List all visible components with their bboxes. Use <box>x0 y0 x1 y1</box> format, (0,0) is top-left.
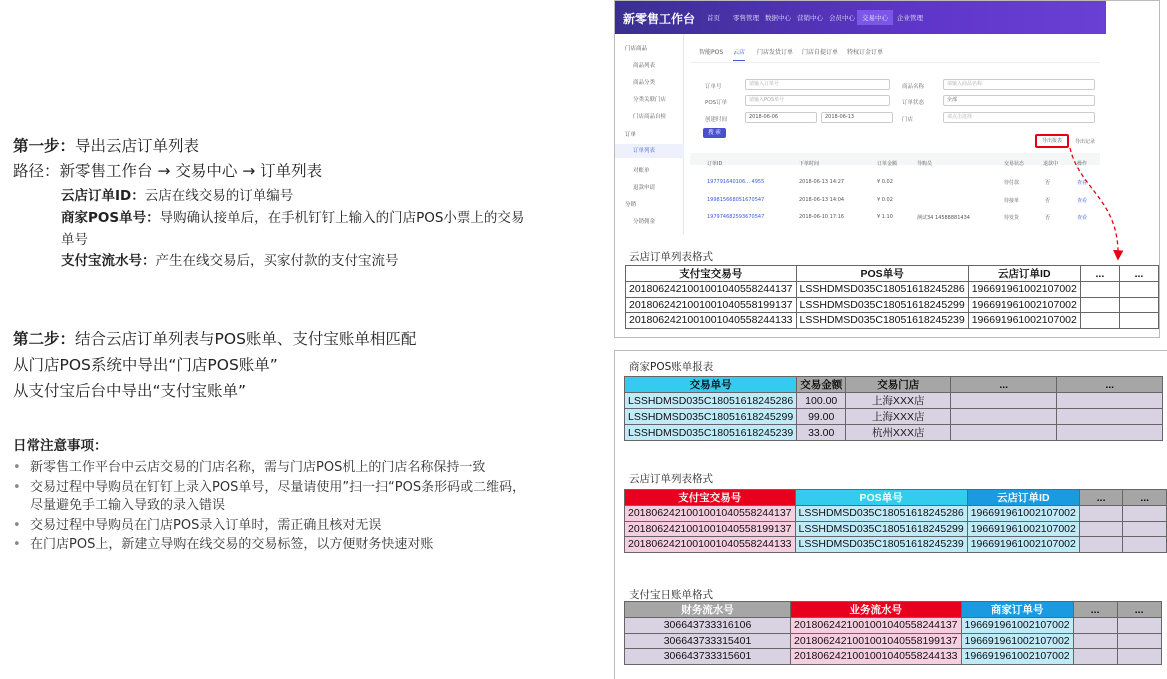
mid-table-caption: 云店订单列表格式 <box>629 473 713 485</box>
table-header-row <box>625 490 1167 506</box>
app-logo: 新零售工作台 <box>623 12 696 26</box>
sidebar-item[interactable]: 门店商品自检 <box>633 114 667 120</box>
cell: 2018062421001001040558244133 <box>626 313 797 329</box>
cell <box>951 409 1057 425</box>
table-row <box>625 649 1162 665</box>
header-cell: POS单号 <box>795 490 967 506</box>
order-amount: ¥ 1.10 <box>877 214 893 220</box>
order-id-link[interactable]: 197974682593670547 <box>707 214 765 220</box>
note-item: • 交易过程中导购员在门店POS录入订单时，需正确且核对无误 <box>13 517 382 533</box>
store-input[interactable]: 请点击选择 <box>943 112 1095 123</box>
tab-ship-orders[interactable]: 门店发货订单 <box>757 49 794 56</box>
cell <box>1123 537 1167 553</box>
cell: 306643733315401 <box>625 633 791 649</box>
tab-pickup-orders[interactable]: 门店自提订单 <box>802 49 839 56</box>
order-id-link[interactable]: 197791640106... 4955 <box>707 179 765 185</box>
pos-input[interactable]: 请输入POS单号 <box>745 95 890 106</box>
table-row <box>625 425 1163 441</box>
pos-label: POS订单 <box>705 100 728 106</box>
nav-member[interactable]: 会员中心 <box>829 14 855 22</box>
cell: 2018062421001001040558244133 <box>625 537 796 553</box>
cell: 33.00 <box>797 425 846 441</box>
order-amount: ¥ 0.02 <box>877 179 893 185</box>
cell: 196691961002107002 <box>961 633 1073 649</box>
order-refund: 否 <box>1045 198 1051 204</box>
cell <box>1117 633 1161 649</box>
header-cell: 商家订单号 <box>961 602 1073 618</box>
export-report-button[interactable]: 导出报表 <box>1035 134 1069 148</box>
header-cell: 交易单号 <box>625 377 797 393</box>
order-amount: ¥ 0.02 <box>877 197 893 203</box>
col-guide: 导购员 <box>917 161 933 167</box>
pos-table-caption: 商家POS账单报表 <box>629 361 714 373</box>
header-cell: ... <box>1079 490 1123 506</box>
sidebar-item[interactable]: 退款申请 <box>633 185 656 191</box>
nav-company[interactable]: 企业管理 <box>897 14 923 22</box>
sidebar-item[interactable]: 分类关联门店 <box>633 97 667 103</box>
cell: 2018062421001001040558244137 <box>626 282 797 298</box>
cell: 2018062421001001040558244133 <box>791 649 962 665</box>
store-label: 门店 <box>902 117 914 123</box>
header-cell: ... <box>1073 602 1117 618</box>
cell: 杭州XXX店 <box>846 425 951 441</box>
def-order-id: 云店订单ID：云店在线交易的订单编号 <box>61 188 294 204</box>
header-cell: POS单号 <box>796 266 968 282</box>
cell <box>1079 537 1123 553</box>
cell <box>1073 618 1117 634</box>
header-cell: ... <box>1057 377 1163 393</box>
search-button[interactable]: 搜 索 <box>703 128 726 138</box>
tab-deposit-orders[interactable]: 特权订金订单 <box>847 49 884 56</box>
note-item: • 在门店POS上，新建立导购在线交易的交易标签，以方便财务快速对账 <box>13 537 434 552</box>
cell <box>1123 506 1167 522</box>
cell: LSSHDMSD035C18051618245286 <box>796 282 968 298</box>
product-label: 商品名称 <box>902 84 925 90</box>
sidebar-item[interactable]: 分销佣金 <box>633 219 656 225</box>
step2-title: 第二步：结合云店订单列表与POS账单、支付宝账单相匹配 <box>13 330 417 348</box>
cell: 196691961002107002 <box>968 282 1080 298</box>
order-refund: 否 <box>1045 180 1051 186</box>
alipay-bill-table <box>624 601 1162 665</box>
cell: LSSHDMSD035C18051618245239 <box>795 537 967 553</box>
cell: LSSHDMSD035C18051618245299 <box>625 409 797 425</box>
col-refund: 退款中 <box>1043 161 1059 167</box>
order-status: 待发货 <box>1004 215 1020 221</box>
cell <box>1073 649 1117 665</box>
header-cell: 业务流水号 <box>791 602 962 618</box>
table-row <box>625 618 1162 634</box>
header-cell: 云店订单ID <box>967 490 1079 506</box>
cell: LSSHDMSD035C18051618245239 <box>625 425 797 441</box>
cell: LSSHDMSD035C18051618245299 <box>795 521 967 537</box>
cell <box>1057 425 1163 441</box>
nav-retail[interactable]: 零售管理 <box>733 14 759 22</box>
col-status: 交易状态 <box>1004 161 1025 167</box>
cell: 306643733316106 <box>625 618 791 634</box>
table-row <box>625 521 1167 537</box>
cell <box>1117 649 1161 665</box>
cell <box>1123 521 1167 537</box>
cell: 上海XXX店 <box>846 393 951 409</box>
cell: 99.00 <box>797 409 846 425</box>
nav-marketing[interactable]: 营销中心 <box>797 14 823 22</box>
cell: LSSHDMSD035C18051618245299 <box>796 297 968 313</box>
view-link[interactable]: 查看 <box>1077 180 1088 186</box>
col-order-amount: 订单金额 <box>877 161 898 167</box>
order-status: 待付款 <box>1004 180 1020 186</box>
table-row <box>625 537 1167 553</box>
sidebar-item[interactable]: 对账单 <box>633 168 650 174</box>
cell <box>951 425 1057 441</box>
cell: 196691961002107002 <box>967 537 1079 553</box>
pos-bill-table <box>624 376 1163 441</box>
cell: LSSHDMSD035C18051618245286 <box>795 506 967 522</box>
cell <box>1079 506 1123 522</box>
cell <box>1057 409 1163 425</box>
sidebar-item[interactable]: 商品分类 <box>633 80 656 86</box>
cell: 196691961002107002 <box>967 506 1079 522</box>
cell: 2018062421001001040558244137 <box>791 618 962 634</box>
header-cell: 交易金额 <box>797 377 846 393</box>
export-record-link[interactable]: 导出记录 <box>1075 139 1096 145</box>
sidebar-item[interactable]: 商品列表 <box>633 63 656 69</box>
cell <box>951 393 1057 409</box>
date-to-input[interactable]: 2018-06-13 <box>821 112 893 123</box>
cell: 2018062421001001040558244137 <box>625 506 796 522</box>
cell <box>1079 521 1123 537</box>
cell <box>1073 633 1117 649</box>
notes-title: 日常注意事项： <box>13 438 108 454</box>
col-order-id: 订单ID <box>707 161 723 167</box>
cloud-order-table <box>624 489 1167 553</box>
cell: 2018062421001001040558199137 <box>791 633 962 649</box>
cell: 196691961002107002 <box>961 618 1073 634</box>
status-select[interactable]: 全部 <box>943 95 1095 106</box>
nav-data[interactable]: 数据中心 <box>765 14 791 22</box>
order-refund: 否 <box>1045 215 1051 221</box>
cell: LSSHDMSD035C18051618245286 <box>625 393 797 409</box>
top-table-caption: 云店订单列表格式 <box>629 251 713 263</box>
order-no-label: 订单号 <box>705 84 722 90</box>
table-row <box>625 506 1167 522</box>
cell <box>1057 393 1163 409</box>
cell: LSSHDMSD035C18051618245239 <box>796 313 968 329</box>
cell: 100.00 <box>797 393 846 409</box>
cell: 196691961002107002 <box>967 521 1079 537</box>
header-cell: ... <box>1080 266 1119 282</box>
date-from-input[interactable]: 2018-06-06 <box>745 112 817 123</box>
step1-path: 路径：新零售工作台 → 交易中心 → 订单列表 <box>13 162 323 180</box>
cell: 2018062421001001040558199137 <box>625 521 796 537</box>
nav-home[interactable]: 首页 <box>707 14 720 22</box>
sidebar-group-orders[interactable]: 订单 <box>625 132 637 138</box>
header-cell: 云店订单ID <box>968 266 1080 282</box>
cell: 上海XXX店 <box>846 409 951 425</box>
order-time: 2018-06-13 14:27 <box>799 179 845 185</box>
col-order-time: 下单时间 <box>799 161 820 167</box>
tab-cloud-store[interactable]: 云店 <box>733 47 745 61</box>
order-no-input[interactable]: 请输入订单号 <box>745 79 890 90</box>
note-item: • 交易过程中导购员在钉钉上录入POS单号，尽量请使用”扫一扫“POS条形码或二维码，尽量避免手工输入导致的录入错误 <box>13 479 526 513</box>
cell: 196691961002107002 <box>961 649 1073 665</box>
order-time: 2018-06-10 17:16 <box>799 214 845 220</box>
time-label: 创建时间 <box>705 117 728 123</box>
col-op: 操作 <box>1077 161 1088 167</box>
table-row <box>625 409 1163 425</box>
header-cell: 支付宝交易号 <box>625 490 796 506</box>
header-cell: 财务流水号 <box>625 602 791 618</box>
view-link[interactable]: 查看 <box>1077 198 1088 204</box>
header-cell: 支付宝交易号 <box>626 266 797 282</box>
def-pos-no: 商家POS单号：导购确认接单后，在手机钉钉上输入的门店POS小票上的交易单号 <box>61 210 525 248</box>
tab-smart-pos[interactable]: 智能POS <box>699 49 724 56</box>
order-guide: 测试34 14588881434 <box>917 215 970 221</box>
cell: 196691961002107002 <box>968 297 1080 313</box>
header-cell: ... <box>1117 602 1161 618</box>
order-time: 2018-06-13 14:04 <box>799 197 845 203</box>
table-row <box>625 633 1162 649</box>
header-cell: ... <box>1123 490 1167 506</box>
nav-trade[interactable]: 交易中心 <box>857 10 893 25</box>
sidebar-group-products[interactable]: 门店商品 <box>625 46 648 52</box>
header-cell: ... <box>951 377 1057 393</box>
header-cell: 交易门店 <box>846 377 951 393</box>
step1-title: 第一步：导出云店订单列表 <box>13 137 200 155</box>
order-status: 待接单 <box>1004 198 1020 204</box>
order-id-link[interactable]: 199815668051670547 <box>707 197 765 203</box>
step2-line2: 从门店POS系统中导出“门店POS账单” <box>13 356 278 374</box>
cell <box>1117 618 1161 634</box>
note-item: • 新零售工作平台中云店交易的门店名称，需与门店POS机上的门店名称保持一致 <box>13 460 486 475</box>
header-cell: ... <box>1119 266 1158 282</box>
cell: 2018062421001001040558199137 <box>626 297 797 313</box>
status-label: 订单状态 <box>902 100 925 106</box>
table-header-row <box>625 377 1163 393</box>
def-alipay-no: 支付宝流水号：产生在线交易后，买家付款的支付宝流号 <box>61 253 399 269</box>
sidebar-group-distribution[interactable]: 分销 <box>625 202 637 208</box>
product-input[interactable]: 请输入商品名称 <box>943 79 1095 90</box>
view-link[interactable]: 查看 <box>1077 215 1088 221</box>
sidebar-item-order-list[interactable]: 订单列表 <box>615 144 684 158</box>
table-row <box>625 393 1163 409</box>
table-header-row <box>625 602 1162 618</box>
matching-panel <box>614 350 1167 679</box>
ali-table-caption: 支付宝日账单格式 <box>629 589 713 601</box>
step2-line3: 从支付宝后台中导出“支付宝账单” <box>13 382 247 400</box>
cell: 306643733315601 <box>625 649 791 665</box>
cell: 196691961002107002 <box>968 313 1080 329</box>
